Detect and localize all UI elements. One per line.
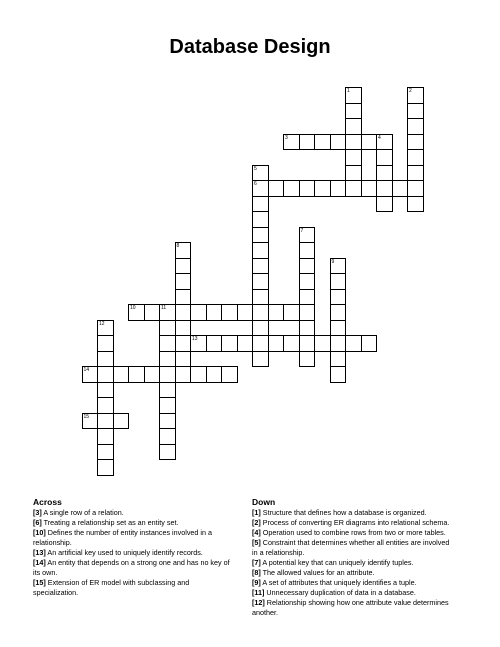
grid-cell[interactable]	[330, 273, 347, 290]
grid-cell[interactable]	[299, 273, 316, 290]
grid-cell[interactable]	[221, 304, 238, 321]
grid-cell[interactable]	[206, 366, 223, 383]
grid-cell[interactable]	[314, 180, 331, 197]
clue-number: [15]	[33, 578, 46, 587]
across-clue	[33, 578, 233, 598]
grid-cell[interactable]	[345, 180, 362, 197]
across-clue-list	[33, 508, 233, 598]
clue-text: An artificial key used to uniquely identify records.	[45, 548, 203, 557]
down-clue	[252, 528, 452, 538]
clue-number-label: 15	[83, 413, 90, 420]
grid-cell[interactable]	[299, 134, 316, 151]
clue-text: Treating a relationship set as an entity set.	[41, 518, 179, 527]
grid-cell[interactable]	[175, 289, 192, 306]
grid-cell[interactable]	[159, 320, 176, 337]
grid-cell[interactable]	[345, 335, 362, 352]
down-heading: Down	[252, 497, 276, 507]
page-title: Database Design	[169, 36, 331, 58]
grid-cell[interactable]	[97, 382, 114, 399]
grid-cell[interactable]	[206, 304, 223, 321]
grid-cell[interactable]	[299, 320, 316, 337]
clue-number: [12]	[252, 598, 265, 607]
grid-cell[interactable]	[252, 320, 269, 337]
grid-cell[interactable]	[97, 459, 114, 476]
clue-number: [13]	[33, 548, 46, 557]
grid-cell[interactable]	[407, 180, 424, 197]
grid-cell[interactable]	[330, 366, 347, 383]
clue-text: Relationship showing how one attribute value determines another.	[252, 598, 449, 617]
grid-cell[interactable]	[268, 304, 285, 321]
across-clue	[33, 558, 233, 578]
grid-cell[interactable]	[252, 258, 269, 275]
grid-cell[interactable]	[252, 304, 269, 321]
grid-cell[interactable]	[252, 289, 269, 306]
grid-cell[interactable]	[330, 335, 347, 352]
grid-cell[interactable]	[175, 273, 192, 290]
clue-number: [1]	[252, 508, 261, 517]
grid-cell[interactable]	[330, 180, 347, 197]
clue-number-label: 14	[83, 367, 90, 373]
grid-cell[interactable]	[237, 304, 254, 321]
grid-cell[interactable]	[175, 351, 192, 368]
grid-cell[interactable]	[97, 335, 114, 352]
across-heading: Across	[33, 497, 62, 507]
grid-cell[interactable]	[221, 366, 238, 383]
clue-text: A set of attributes that uniquely identifies a tuple.	[260, 578, 417, 587]
clue-number-label: 6	[254, 181, 257, 187]
grid-cell[interactable]	[299, 242, 316, 259]
grid-cell[interactable]	[175, 258, 192, 275]
clue-number-label: 11	[161, 305, 167, 311]
clue-number: [3]	[33, 508, 42, 517]
down-clue	[252, 578, 452, 588]
grid-cell[interactable]	[376, 149, 393, 166]
grid-cell[interactable]	[159, 335, 176, 352]
grid-cell[interactable]	[237, 335, 254, 352]
clue-number: [4]	[252, 528, 261, 537]
clue-number-label: 12	[99, 320, 105, 327]
grid-cell[interactable]	[407, 118, 424, 135]
grid-cell[interactable]	[252, 273, 269, 290]
grid-cell[interactable]	[361, 335, 378, 352]
grid-cell[interactable]	[299, 304, 316, 321]
grid-cell[interactable]	[175, 320, 192, 337]
clue-text: Operation used to combine rows from two or more tables.	[260, 528, 446, 537]
grid-cell[interactable]	[407, 196, 424, 213]
grid-cell[interactable]	[330, 134, 347, 151]
clue-number-label: 4	[378, 134, 381, 141]
grid-cell[interactable]	[175, 366, 192, 383]
grid-cell[interactable]	[159, 428, 176, 445]
grid-cell[interactable]	[97, 366, 114, 383]
grid-cell[interactable]	[345, 118, 362, 135]
grid-cell[interactable]	[252, 211, 269, 228]
grid-cell[interactable]	[268, 180, 285, 197]
grid-cell[interactable]	[97, 444, 114, 461]
grid-cell[interactable]	[407, 149, 424, 166]
clue-text: Unnecessary duplication of data in a database.	[264, 588, 416, 597]
grid-cell[interactable]	[345, 149, 362, 166]
grid-cell[interactable]	[190, 366, 207, 383]
grid-cell[interactable]	[252, 351, 269, 368]
grid-cell[interactable]	[190, 304, 207, 321]
grid-cell[interactable]	[97, 397, 114, 414]
clue-text: Defines the number of entity instances involved in a relationship.	[33, 528, 213, 547]
grid-cell[interactable]	[97, 413, 114, 430]
clue-number-label: 5	[254, 165, 257, 172]
clue-text: Structure that defines how a database is organized.	[260, 508, 427, 517]
grid-cell[interactable]	[144, 366, 161, 383]
grid-cell[interactable]	[392, 180, 409, 197]
grid-cell[interactable]	[376, 165, 393, 182]
grid-cell[interactable]	[407, 165, 424, 182]
clue-number: [10]	[33, 528, 46, 537]
clue-number-label: 2	[409, 88, 412, 94]
grid-cell[interactable]	[206, 335, 223, 352]
clue-text: A potential key that can uniquely identify tuples.	[260, 558, 414, 567]
clue-text: The allowed values for an attribute.	[260, 568, 375, 577]
clue-text: Process of converting ER diagrams into relational schema.	[260, 518, 450, 527]
clue-number: [9]	[252, 578, 261, 587]
clue-number-label: 1	[347, 88, 350, 94]
down-clue	[252, 568, 452, 578]
across-clue	[33, 518, 233, 528]
grid-cell[interactable]	[252, 242, 269, 259]
clue-number: [7]	[252, 558, 261, 567]
grid-cell[interactable]	[159, 397, 176, 414]
grid-cell[interactable]	[330, 304, 347, 321]
grid-cell[interactable]	[159, 413, 176, 430]
grid-cell[interactable]	[330, 289, 347, 306]
grid-cell[interactable]	[97, 428, 114, 445]
clue-number: [11]	[252, 588, 265, 597]
clue-text: Extension of ER model with subclassing and specialization.	[33, 578, 190, 597]
down-clue	[252, 538, 452, 558]
down-clue	[252, 598, 452, 618]
grid-cell[interactable]	[252, 227, 269, 244]
grid-cell[interactable]	[345, 103, 362, 120]
grid-cell[interactable]	[283, 180, 300, 197]
down-clues	[252, 497, 452, 618]
grid-cell[interactable]	[345, 134, 362, 151]
grid-cell[interactable]	[159, 366, 176, 383]
grid-cell[interactable]	[175, 304, 192, 321]
clue-number: [2]	[252, 518, 261, 527]
clue-text: A single row of a relation.	[41, 508, 124, 517]
grid-cell[interactable]	[283, 335, 300, 352]
clue-number-label: 7	[300, 227, 304, 234]
clue-number: [14]	[33, 558, 46, 567]
clue-number-label: 8	[176, 243, 180, 249]
down-clue	[252, 588, 452, 598]
grid-cell[interactable]	[113, 413, 130, 430]
clue-text: Constraint that determines whether all entities are involved in a relationship.	[252, 538, 450, 557]
clue-number-label: 10	[130, 305, 136, 311]
across-clues	[33, 497, 233, 598]
grid-cell[interactable]	[113, 366, 130, 383]
across-clue	[33, 528, 233, 548]
across-clue	[33, 508, 233, 518]
grid-cell[interactable]	[175, 335, 192, 352]
grid-cell[interactable]	[299, 335, 316, 352]
grid-cell[interactable]	[407, 134, 424, 151]
down-clue	[252, 558, 452, 568]
grid-cell[interactable]	[361, 180, 378, 197]
clue-text: An entity that depends on a strong one and has no key of its own.	[33, 558, 230, 577]
grid-cell[interactable]	[330, 320, 347, 337]
grid-cell[interactable]	[159, 382, 176, 399]
grid-cell[interactable]	[97, 351, 114, 368]
grid-cell[interactable]	[268, 335, 285, 352]
grid-cell[interactable]	[159, 351, 176, 368]
grid-cell[interactable]	[252, 335, 269, 352]
grid-cell[interactable]	[159, 444, 176, 461]
down-clue-list	[252, 508, 452, 618]
grid-cell[interactable]	[252, 196, 269, 213]
grid-cell[interactable]	[314, 335, 331, 352]
grid-cell[interactable]	[314, 134, 331, 151]
grid-cell[interactable]	[361, 134, 378, 151]
clue-number-label: 13	[192, 336, 198, 342]
grid-cell[interactable]	[299, 180, 316, 197]
grid-cell[interactable]	[221, 335, 238, 352]
down-clue	[252, 518, 452, 528]
clue-number: [8]	[252, 568, 261, 577]
clue-number: [6]	[33, 518, 42, 527]
grid-cell[interactable]	[345, 165, 362, 182]
grid-cell[interactable]	[376, 196, 393, 213]
clue-number: [5]	[252, 538, 261, 547]
clue-number-label: 3	[285, 134, 288, 141]
grid-cell[interactable]	[144, 304, 161, 321]
down-clue	[252, 508, 452, 518]
grid-cell[interactable]	[330, 351, 347, 368]
grid-cell[interactable]	[299, 258, 316, 275]
grid-cell[interactable]	[283, 304, 300, 321]
across-clue	[33, 548, 233, 558]
grid-cell[interactable]	[299, 289, 316, 306]
grid-cell[interactable]	[376, 180, 393, 197]
grid-cell[interactable]	[299, 351, 316, 368]
clue-number-label: 9	[331, 258, 335, 265]
grid-cell[interactable]	[128, 366, 145, 383]
grid-cell[interactable]	[407, 103, 424, 120]
